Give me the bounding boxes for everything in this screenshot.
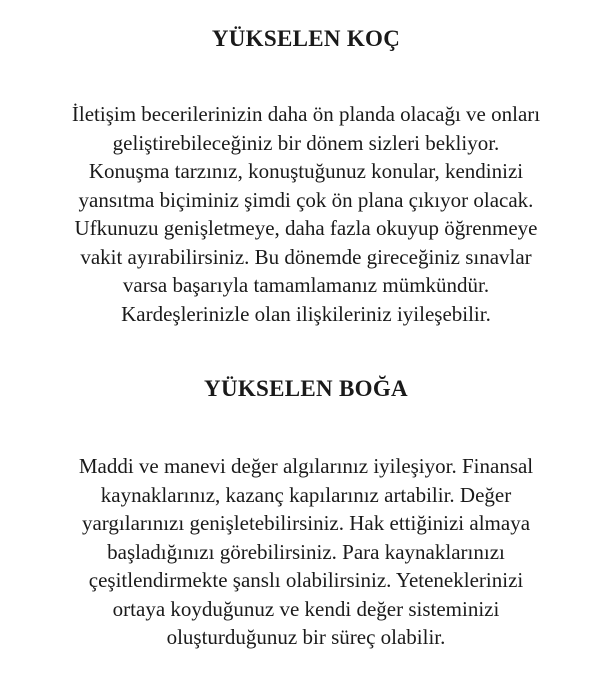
text-line: Konuşma tarzınız, konuştuğunuz konular, kendinizi bbox=[88, 159, 524, 183]
section-koc-body bbox=[0, 100, 612, 328]
paragraph-yukselen-koc bbox=[0, 100, 612, 328]
text-line: Maddi ve manevi değer algılarınız iyileşiyor. Finansal bbox=[78, 454, 534, 478]
section-boga-body bbox=[0, 452, 612, 652]
text-line: vakit ayırabilirsiniz. Bu dönemde gireceğiniz sınavlar bbox=[80, 244, 532, 269]
text-line: geliştirebileceğiniz bir dönem sizleri bekliyor. bbox=[112, 130, 500, 155]
text-line: oluşturduğunuz bir süreç olabilir. bbox=[166, 625, 446, 649]
paragraph-yukselen-boga bbox=[0, 452, 612, 652]
section-boga-heading-block bbox=[0, 374, 612, 404]
text-line: varsa başarıyla tamamlamanız mümkündür. bbox=[122, 273, 490, 297]
text-line: ortaya koyduğunuz ve kendi değer sisteminizi bbox=[112, 596, 500, 621]
text-line: Kardeşlerinizle olan ilişkileriniz iyileşebilir. bbox=[121, 301, 491, 326]
text-line: Ufkunuzu genişletmeye, daha fazla okuyup öğrenmeye bbox=[74, 216, 538, 240]
section-koc-heading-block bbox=[0, 24, 612, 54]
text-line: başladığınızı görebilirsiniz. Para kaynaklarınızı bbox=[107, 539, 505, 564]
text-line: yargılarınızı genişletebilirsiniz. Hak ettiğinizi almaya bbox=[81, 511, 531, 535]
text-line: çeşitlendirmekte şanslı olabilirsiniz. Yeteneklerinizi bbox=[88, 568, 524, 592]
text-line: İletişim becerilerinizin daha ön planda olacağı ve onları bbox=[71, 102, 541, 126]
text-line: yansıtma biçiminiz şimdi çok ön plana çıkıyor olacak. bbox=[78, 187, 534, 212]
text-line: kaynaklarınız, kazanç kapılarınız artabilir. Değer bbox=[100, 482, 512, 507]
heading-yukselen-koc: YÜKSELEN KOÇ bbox=[211, 26, 401, 51]
heading-yukselen-boga: YÜKSELEN BOĞA bbox=[204, 376, 408, 401]
